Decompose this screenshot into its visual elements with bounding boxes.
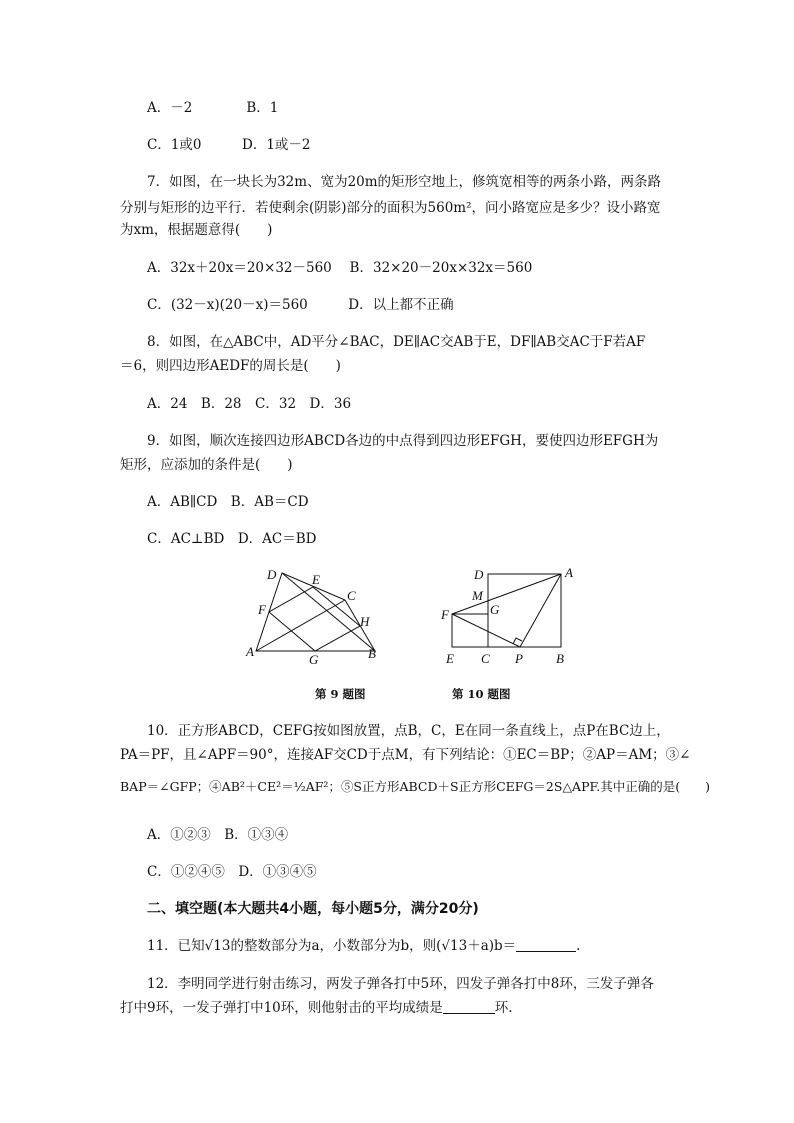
fig9-label-d: D [267,567,277,582]
q9-text-line2: 矩形，应添加的条件是( ) [120,457,293,473]
fig10-label-g: G [490,602,500,617]
figure-9-caption: 第 9 题图 [315,687,366,701]
q11-end: . [576,938,581,954]
q9-options-row1: A．AB∥CD B．AB＝CD [147,494,309,510]
fig10-label-c: C [481,651,490,666]
fig10-segment-ap [520,574,561,647]
q8-text-line2: ＝6，则四边形AEDF的周长是( ) [120,358,341,374]
fig10-segment-fp [452,614,520,647]
fig10-label-b: B [556,651,564,666]
q12-stem: 打中9环，一发子弹打中10环，则他射击的平均成绩是 [120,1000,443,1016]
q6-options-row2: C．1或0 D．1或－2 [147,137,311,153]
q7-options-row1: A．32x＋20x＝20×32－560 B．32×20－20x×32x＝560 [147,260,533,276]
q7-options-row2: C．(32－x)(20－x)＝560 D．以上都不正确 [147,297,454,313]
fig9-label-h: H [360,614,370,629]
fig10-label-m: M [472,588,483,603]
q10-options-row2: C．①②④⑤ D．①③④⑤ [147,864,317,880]
fig10-right-angle-mark [513,638,522,644]
q12-answer-blank[interactable] [443,999,495,1014]
fig10-label-a: A [565,565,573,580]
fig9-diagonal-ac [256,600,345,651]
q9-options-row2: C．AC⊥BD D．AC＝BD [147,531,317,547]
section-2-heading: 二、填空题(本大题共4小题，每小题5分，满分20分) [147,901,479,917]
q10-text-line2: PA＝PF，且∠APF＝90°，连接AF交CD于点M，有下列结论：①EC＝BP；②AP＝AM；③∠ [120,747,691,763]
q11-answer-blank[interactable] [516,937,576,952]
q10-text-line1: 10．正方形ABCD，CEFG按如图放置，点B，C，E在同一条直线上，点P在BC边上， [147,723,670,739]
q10-text-line3: BAP＝∠GFP；④AB²＋CE²＝½AF²；⑤S正方形ABCD＋S正方形CEFG＝2S△APF.其中正确的是( ) [120,779,710,794]
q8-text-line1: 8．如图，在△ABC中，AD平分∠BAC，DE∥AC交AB于E，DF∥AB交AC于F若AF [147,334,646,350]
fig10-label-d: D [474,567,484,582]
q11-text [147,937,580,955]
fig9-label-e: E [312,572,320,587]
fig9-label-c: C [347,588,356,603]
q10-options-row1: A．①②③ B．①③④ [147,827,289,843]
q7-text-line3: 为xm，根据题意得( ) [120,222,273,238]
fig10-label-f: F [441,607,449,622]
q11-stem: 11．已知√13的整数部分为a，小数部分为b，则(√13＋a)b＝ [147,938,517,954]
fig10-segment-af [452,574,561,614]
fig9-label-f: F [258,602,266,617]
q9-text-line1: 9．如图，顺次连接四边形ABCD各边的中点得到四边形EFGH，要使四边形EFGH为 [147,433,659,449]
figure-10-diagram [437,560,587,675]
fig9-label-b: B [368,646,376,661]
q12-text-line2 [120,999,513,1017]
q12-text-line1: 12．李明同学进行射击练习，两发子弹各打中5环，四发子弹各打中8环，三发子弹各 [147,976,654,992]
fig9-diagonal-bd [282,573,375,651]
fig10-label-e: E [446,651,454,666]
q12-end: 环. [494,1000,513,1016]
fig9-label-a: A [246,644,254,659]
q7-text-line2: 分别与矩形的边平行．若使剩余(阴影)部分的面积为560m²，问小路宽应是多少？设小路宽 [120,200,661,216]
fig9-label-g: G [309,652,319,667]
fig10-label-p: P [515,651,523,666]
q7-text-line1: 7．如图，在一块长为32m、宽为20m的矩形空地上，修筑宽相等的两条小路，两条路 [147,174,662,190]
fig10-square-cefg [452,614,488,647]
figure-9-diagram [240,560,390,675]
figure-10-caption: 第 10 题图 [452,687,511,701]
q6-options-row1: A．－2 B．1 [147,100,279,116]
q8-options: A．24 B．28 C．32 D．36 [147,396,352,412]
